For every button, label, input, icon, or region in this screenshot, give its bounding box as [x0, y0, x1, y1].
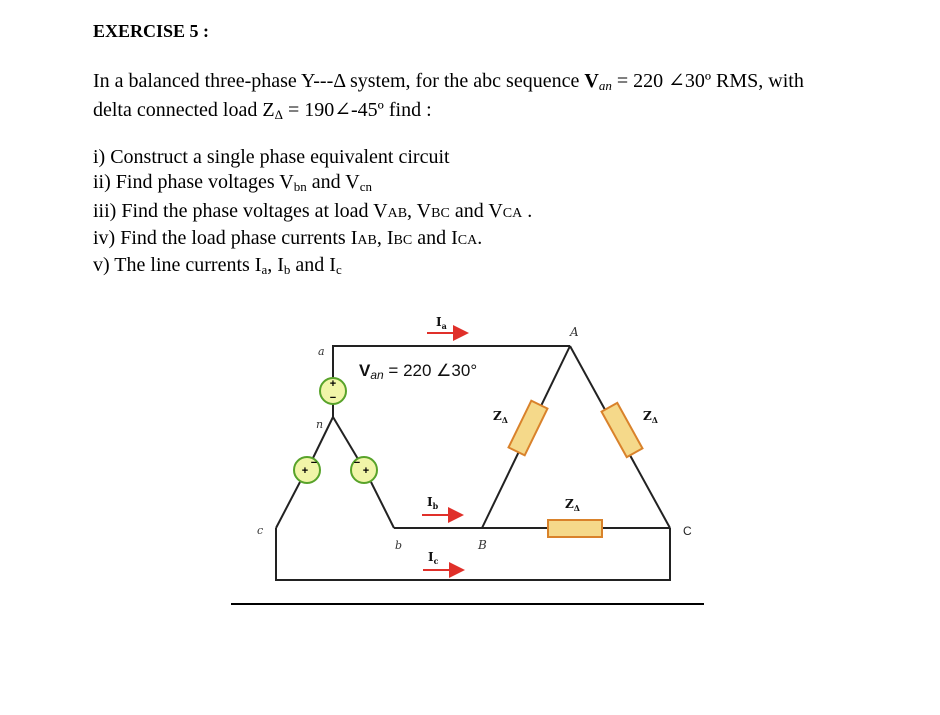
svg-text:+: + [329, 378, 337, 390]
current-label-a: $I_a$ [436, 315, 447, 331]
task-item-iv: iv) Find the load phase currents IAB, IBC and ICA. [93, 227, 483, 249]
task-item-i: i) Construct a single phase equivalent circuit [93, 146, 450, 168]
node-label-c: c [257, 524, 264, 537]
wire-line-c [276, 528, 670, 580]
task-item-ii: ii) Find phase voltages $V_{bn}$ and $V_{cn}$ [93, 171, 372, 194]
node-label-n: n [316, 418, 324, 431]
load-label-CA: $Z_\Delta$ [643, 409, 658, 425]
wire-source-b-to-b [371, 482, 394, 528]
exercise-title: EXERCISE 5 : [93, 21, 210, 41]
svg-text:+: + [362, 465, 370, 477]
node-label-A: A [570, 325, 579, 339]
statement-line-1: In a balanced three-phase Y---Δ system, for the abc sequence $V_{an} = 220$ ∠30º RMS, with [93, 70, 804, 93]
load-label-BC: $Z_\Delta$ [565, 497, 580, 513]
node-label-B: B [478, 538, 487, 552]
svg-text:−: − [310, 457, 318, 469]
svg-text:−: − [329, 392, 337, 404]
statement-line-2: delta connected load $Z_\Delta$ = 190∠-45º find : [93, 99, 432, 122]
node-label-a: a [318, 345, 325, 358]
svg-text:+: + [301, 465, 309, 477]
current-label-b: $I_b$ [427, 495, 439, 511]
voltage-source-b [351, 457, 377, 483]
wire-n-to-source-b [333, 417, 358, 459]
load-impedance-BC [548, 520, 602, 537]
load-label-AB: $Z_\Delta$ [493, 409, 508, 425]
node-label-b: b [395, 539, 403, 552]
source-voltage-label: Van = 220 ∠30° [359, 361, 478, 382]
svg-text:−: − [353, 457, 361, 469]
node-label-C: C [683, 524, 692, 538]
horizontal-rule [231, 603, 704, 605]
voltage-source-c [294, 457, 320, 483]
task-item-iii: iii) Find the phase voltages at load VAB, VBC and VCA . [93, 200, 533, 222]
load-impedance-AB [509, 401, 548, 456]
task-item-v: v) The line currents $I_a$, $I_b$ and $I_c$ [93, 254, 342, 277]
load-impedance-CA [602, 403, 643, 457]
wire-source-c-to-c [276, 482, 300, 528]
voltage-source-a [320, 378, 346, 404]
current-label-c: $I_c$ [428, 550, 439, 566]
